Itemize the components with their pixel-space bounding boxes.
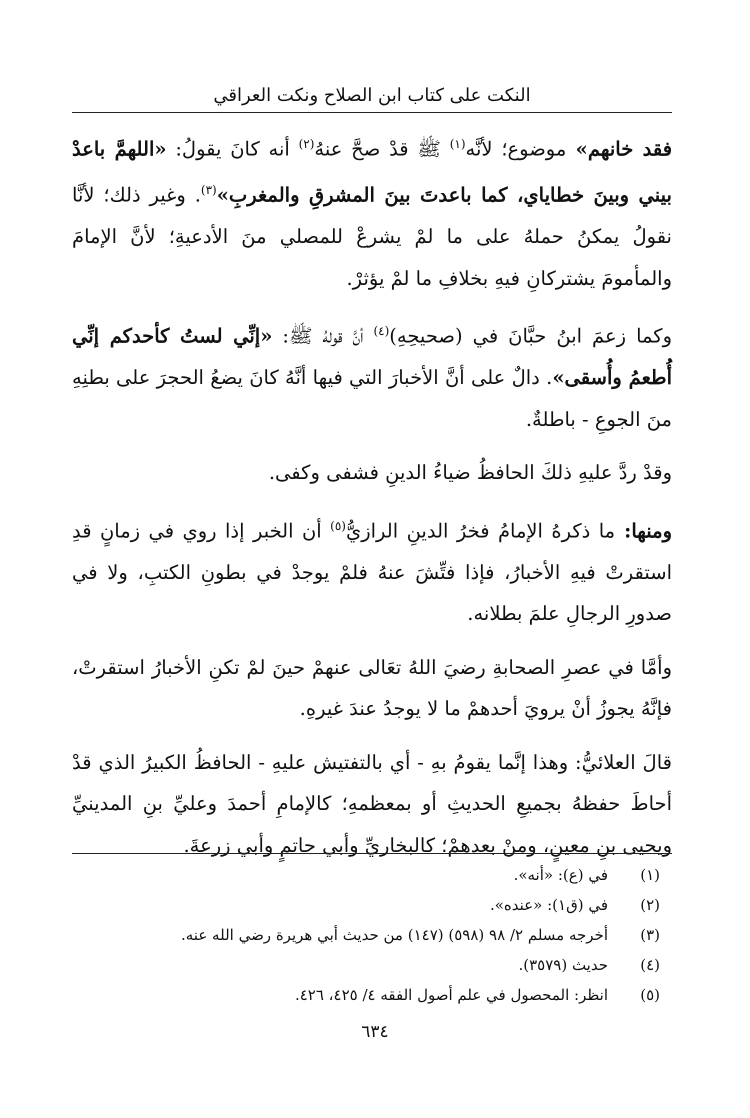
- footnote-reference: (٤): [373, 324, 390, 338]
- text-segment: وقدْ ردَّ عليهِ ذلكَ الحافظُ ضياءُ الدينِ فشفى وكفى.: [268, 461, 672, 484]
- paragraph-p3: [72, 452, 672, 494]
- page-number: ٦٣٤: [361, 1022, 389, 1042]
- emphasized-text: فقد خانهم»: [566, 137, 673, 161]
- footnote-reference: (٥): [330, 518, 346, 533]
- footnote-text: أخرجه مسلم ٢/ ٩٨ (٥٩٨) (١٤٧) من حديث أبي هريرة رضي الله عنه.: [181, 926, 608, 944]
- footnote-text: في (ع): «أنه».: [513, 866, 608, 884]
- footnote-reference: (١): [449, 137, 466, 151]
- paragraph-p6: [72, 742, 672, 867]
- footnote-text: حديث (٣٥٧٩).: [518, 956, 608, 974]
- text-segment: . دالٌ على أنَّ الأخبارَ التي فيها أنَّهُ كانَ يضعُ الحجرَ على بطنِهِ منَ الجوعِ - باطلةٌ.: [72, 366, 672, 431]
- footnote-divider: [72, 853, 672, 854]
- header-divider: [72, 112, 672, 113]
- text-segment: ﷺ قدْ صحَّ عنهُ: [314, 137, 450, 161]
- footnote-number: (٥): [640, 986, 660, 1004]
- footnote-text: انظر: المحصول في علم أصول الفقه ٤/ ٤٢٥، ٤٢٦.: [294, 986, 608, 1004]
- footnote-text: في (ق١): «عنده».: [489, 896, 608, 914]
- footnote-item: [72, 892, 660, 918]
- footnote-number: (٢): [640, 896, 660, 914]
- paragraph-p2: [72, 311, 672, 440]
- text-segment: موضوع؛ لأنَّه: [465, 137, 567, 161]
- paragraph-p4: [72, 506, 672, 635]
- paragraph-p1: [72, 124, 672, 299]
- footnote-item: [72, 862, 660, 888]
- text-segment: أن الخبر إذا روي في زمانٍ قدِ استقرتْ فيهِ الأخبارُ، فإذا فتِّشَ عنهُ فلمْ يوجدْ في بطونِ الكتبِ، ولا في صدورِ الرجالِ علمَ بطلانه.: [72, 519, 672, 625]
- emphasized-text: ومنها:: [615, 519, 673, 542]
- footnote-item: [72, 922, 660, 948]
- footnote-number: (٤): [640, 956, 660, 974]
- main-text: [72, 124, 672, 878]
- text-segment: ما ذكرهُ الإمامُ فخرُ الدينِ الرازيُّ: [345, 519, 616, 542]
- text-segment: . وغير ذلك؛ لأنَّا نقولُ يمكنُ حملهُ على ما لمْ يشرعْ للمصلي منَ الأدعيةِ؛ لأنَّ الإمامَ والمأمومَ يشتركانِ فيهِ بخلافِ ما لمْ يؤثرْ.: [72, 183, 672, 290]
- footnote-reference: (٣): [200, 183, 217, 197]
- footnote-item: [72, 952, 660, 978]
- text-segment: أنَّ قولهُ ﷺ:: [272, 324, 374, 348]
- text-segment: وكما زعمَ ابنُ حبَّانَ في (صحيحِهِ): [389, 324, 672, 348]
- text-segment: قالَ العلائيُّ: وهذا إنَّما يقومُ بهِ - أي بالتفتيش عليهِ - الحافظُ الكبيرُ الذي قدْ أحاطَ حفظهُ بجميعِ الحديثِ أو بمعظمهِ؛ كالإمامِ أحمدَ وعليِّ بنِ المدينيِّ ويحيى بنِ معينٍ، ومنْ بعدهمْ؛ كالبخاريِّ وأبي حاتمٍ وأبي زرعةَ.: [72, 750, 672, 857]
- emphasized-text: «اللهمَّ باعدْ بيني وبينَ خطاياي، كما باعدتَ بينَ المشرقِ والمغربِ»: [72, 137, 672, 207]
- footnote-item: [72, 982, 660, 1008]
- text-segment: أنه كانَ يقولُ:: [166, 137, 299, 161]
- paragraph-p5: [72, 647, 672, 730]
- footnotes-list: [72, 862, 660, 1012]
- footnote-number: (١): [640, 866, 660, 884]
- running-header: النكت على كتاب ابن الصلاح ونكت العراقي: [213, 85, 531, 106]
- text-segment: وأمَّا في عصرِ الصحابةِ رضيَ اللهُ تعَالى عنهمْ حينَ لمْ تكنِ الأخبارُ استقرتْ، فإنَّهُ يجوزُ أنْ يرويَ أحدهمْ ما لا يوجدُ عندَ غيرهِ.: [72, 655, 672, 720]
- emphasized-text: «إنِّي لستُ كأحدكم إنِّي أُطعمُ وأُسقى»: [72, 324, 672, 389]
- footnote-reference: (٢): [298, 137, 315, 151]
- footnote-number: (٣): [640, 926, 660, 944]
